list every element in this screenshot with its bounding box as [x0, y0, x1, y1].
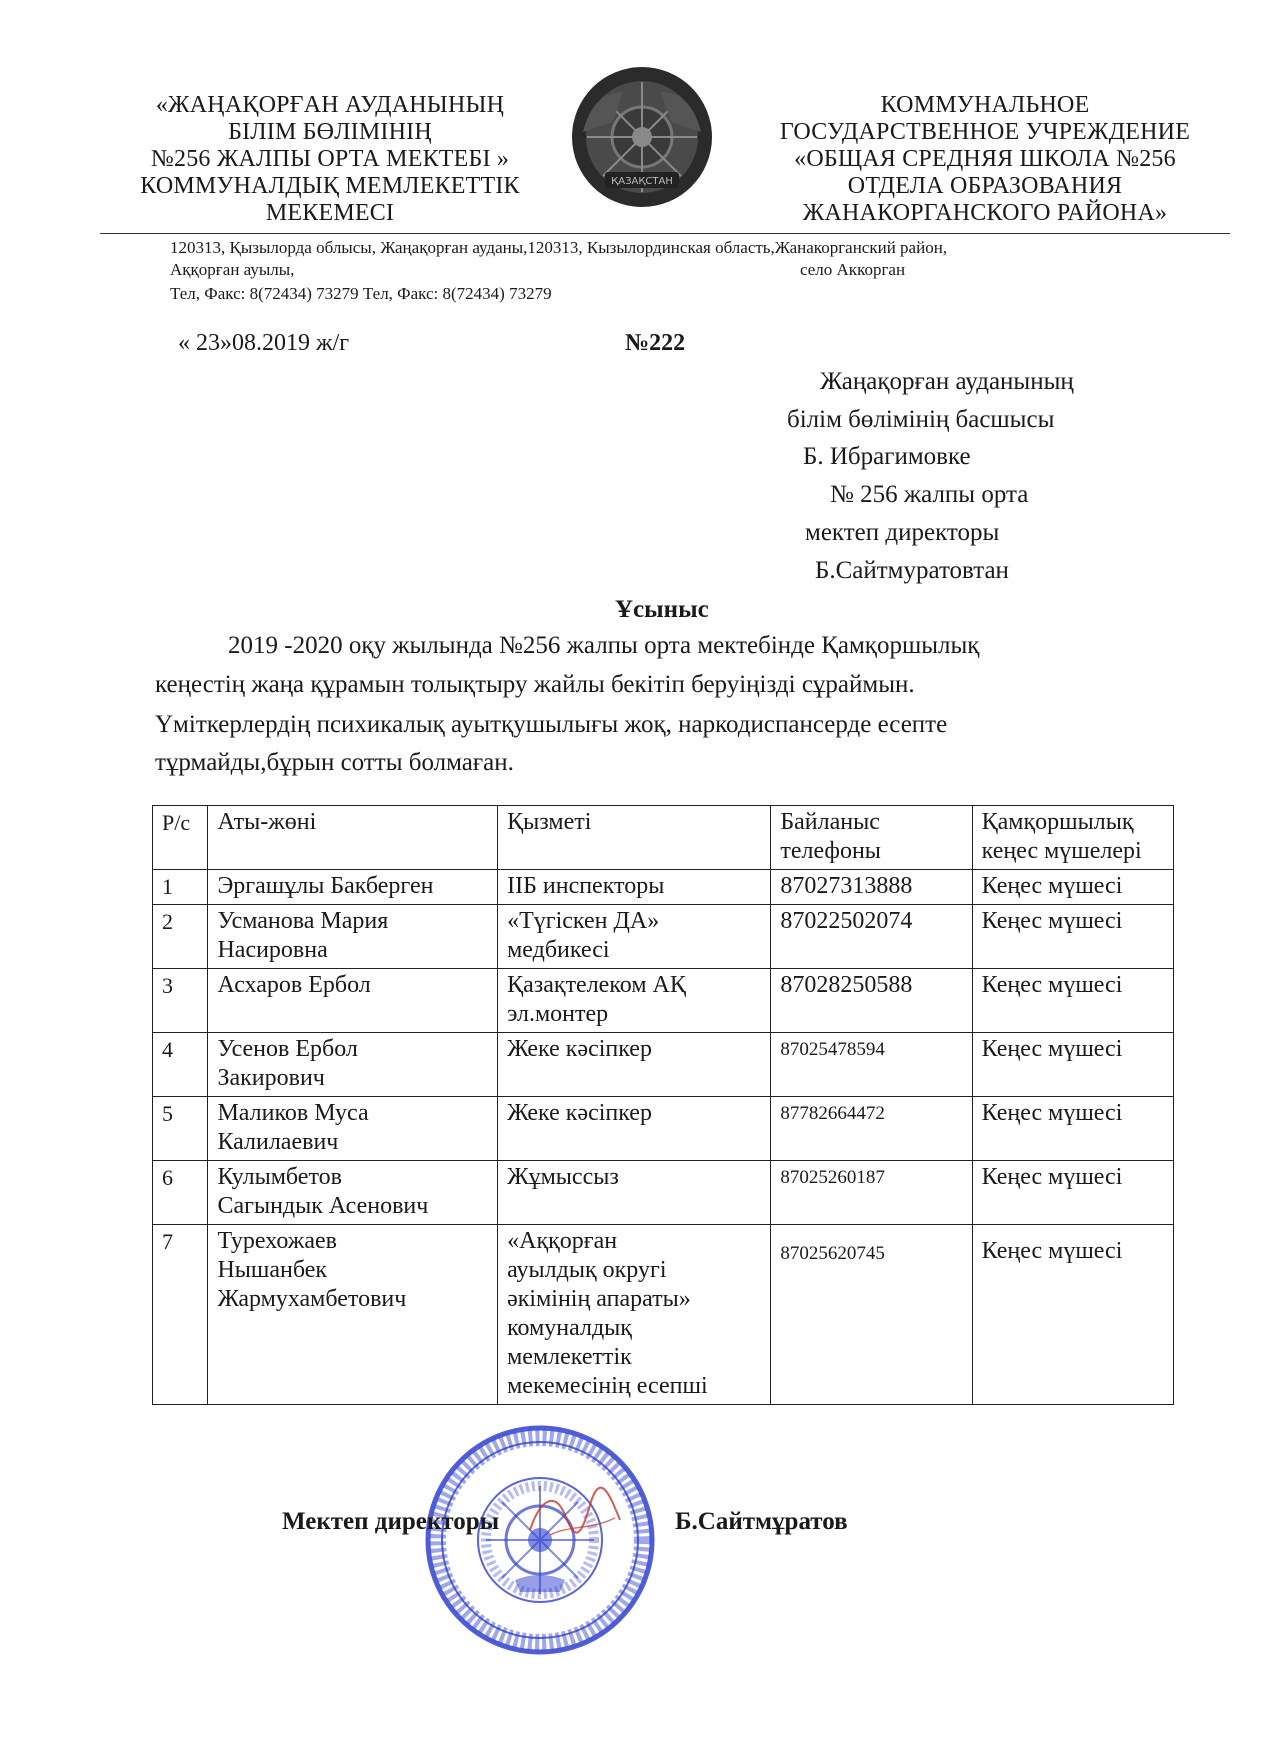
cell-role: Кеңес мүшесі [972, 1161, 1173, 1225]
cell-no: 6 [153, 1161, 208, 1225]
handwritten-signature [520, 1480, 630, 1550]
address-line-1: 120313, Қызылорда облысы, Жаңақорған ауданы,120313, Кызылординская область,Жанакорганский район, [170, 238, 948, 257]
body-line: кеңестің жаңа құрамын толықтыру жайлы бекітіп беруіңізді сұраймын. [155, 671, 915, 698]
header-left-kz [110, 92, 550, 227]
cell-no: 2 [153, 905, 208, 969]
body-line: тұрмайды,бұрын сотты болмаған. [155, 749, 514, 776]
position-line: әкімінің апараты» [507, 1286, 691, 1312]
header-right-line: «ОБЩАЯ СРЕДНЯЯ ШКОЛА №256 [794, 146, 1176, 172]
position-line: «Түгіскен ДА» [507, 908, 660, 934]
cell-name [208, 1161, 498, 1225]
name-line: Сагындык Асенович [217, 1193, 429, 1219]
signature-name: Б.Сайтмұратов [675, 1508, 848, 1535]
name-line: Калилаевич [217, 1129, 339, 1155]
cell-no: 4 [153, 1033, 208, 1097]
cell-role: Кеңес мүшесі [972, 969, 1173, 1033]
table-row [153, 969, 1174, 1033]
cell-phone: 87027313888 [771, 870, 972, 905]
position-line: мемлекеттік [507, 1344, 632, 1370]
name-line: Жармухамбетович [217, 1286, 407, 1312]
cell-phone: 87025620745 [771, 1225, 972, 1405]
table-header-row [153, 806, 1174, 870]
cell-role: Кеңес мүшесі [972, 1097, 1173, 1161]
addressee-line: Б.Сайтмуратовтан [815, 557, 1009, 584]
position-line: комуналдық [507, 1315, 632, 1341]
header-right-line: КОММУНАЛЬНОЕ [880, 92, 1090, 118]
cell-position [498, 969, 771, 1033]
cell-role: Кеңес мүшесі [972, 1225, 1173, 1405]
name-line: Асхаров Ербол [217, 972, 371, 998]
document-date: « 23»08.2019 ж/г [178, 330, 350, 356]
addressee-line: Б. Ибрагимовке [803, 443, 971, 470]
cell-name [208, 969, 498, 1033]
table-row [153, 1161, 1174, 1225]
cell-phone: 87025478594 [771, 1033, 972, 1097]
emblem-icon [563, 62, 721, 212]
cell-no: 5 [153, 1097, 208, 1161]
table-row [153, 1225, 1174, 1405]
position-line: Жеке кәсіпкер [507, 1036, 652, 1062]
cell-position [498, 870, 771, 905]
signature-title: Мектеп директоры [282, 1508, 500, 1535]
cell-no: 1 [153, 870, 208, 905]
name-line: Эргашұлы Бакберген [217, 873, 434, 899]
header-phone-line: Байланыс [780, 809, 880, 835]
cell-role: Кеңес мүшесі [972, 1033, 1173, 1097]
table-row [153, 870, 1174, 905]
name-line: Турехожаев [217, 1228, 337, 1254]
cell-phone: 87022502074 [771, 905, 972, 969]
position-line: медбикесі [507, 937, 610, 963]
cell-position [498, 1033, 771, 1097]
name-line: Усманова Мария [217, 908, 389, 934]
position-line: «Аққорған [507, 1228, 618, 1254]
cell-name [208, 1225, 498, 1405]
addressee-line: Жаңақорған ауданының [820, 368, 1074, 395]
cell-phone: 87028250588 [771, 969, 972, 1033]
address-line-2-right: село Аккорган [800, 260, 906, 279]
position-line: Қазақтелеком АҚ [507, 972, 686, 998]
header-left-line: «ЖАҢАҚОРҒАН АУДАНЫНЫҢ [155, 92, 505, 118]
members-table [152, 805, 1174, 1405]
cell-phone: 87025260187 [771, 1161, 972, 1225]
header-role [972, 806, 1173, 870]
address-line-3: Тел, Факс: 8(72434) 73279 Тел, Факс: 8(72434) 73279 [170, 284, 552, 303]
cell-name [208, 1097, 498, 1161]
cell-position [498, 1161, 771, 1225]
name-line: Усенов Ербол [217, 1036, 358, 1062]
name-line: Насировна [217, 937, 328, 963]
position-line: эл.монтер [507, 1001, 609, 1027]
header-right-line: ГОСУДАРСТВЕННОЕ УЧРЕЖДЕНИЕ [779, 119, 1191, 145]
header-right-line: ЖАНАКОРГАНСКОГО РАЙОНА» [802, 200, 1168, 226]
cell-position [498, 905, 771, 969]
addressee-line: білім бөлімінің басшысы [787, 406, 1055, 433]
body-line: Үміткерлердің психикалық ауытқушылығы жоқ, наркодиспансерде есепте [155, 711, 948, 738]
cell-phone: 87782664472 [771, 1097, 972, 1161]
header-role-line: Қамқоршылық [981, 809, 1134, 835]
header-position: Қызметі [498, 806, 771, 870]
position-line: мекемесінің есепші [507, 1373, 708, 1399]
body-line: 2019 -2020 оқу жылында №256 жалпы орта мектебінде Қамқоршылық [228, 632, 980, 659]
header-left-line: МЕКЕМЕСІ [265, 200, 395, 226]
header-divider [100, 233, 1230, 234]
header-right-ru [750, 92, 1220, 227]
position-line: ІІБ инспекторы [507, 873, 665, 899]
cell-no: 7 [153, 1225, 208, 1405]
cell-name [208, 905, 498, 969]
cell-role: Кеңес мүшесі [972, 870, 1173, 905]
name-line: Маликов Муса [217, 1100, 369, 1126]
name-line: Нышанбек [217, 1257, 328, 1283]
document-number: №222 [625, 330, 686, 356]
name-line: Закирович [217, 1065, 325, 1091]
position-line: Жеке кәсіпкер [507, 1100, 652, 1126]
addressee-line: № 256 жалпы орта [830, 481, 1029, 508]
table-row [153, 905, 1174, 969]
position-line: ауылдық округі [507, 1257, 667, 1283]
addressee-line: мектеп директоры [805, 519, 1000, 546]
position-line: Жұмыссыз [507, 1164, 619, 1190]
header-no: Р/с [153, 806, 208, 870]
cell-no: 3 [153, 969, 208, 1033]
signature-icon [520, 1480, 630, 1550]
cell-position [498, 1097, 771, 1161]
document-title: Ұсыныс [615, 596, 709, 623]
header-left-line: №256 ЖАЛПЫ ОРТА МЕКТЕБІ » [150, 146, 510, 172]
emblem-text: ҚАЗАҚСТАН [611, 176, 673, 187]
address-line-2-left: Аққорған ауылы, [170, 260, 295, 279]
header-left-line: КОММУНАЛДЫҚ МЕМЛЕКЕТТІК [140, 173, 520, 199]
header-role-line: кеңес мүшелері [981, 838, 1142, 864]
cell-name [208, 870, 498, 905]
name-line: Кулымбетов [217, 1164, 342, 1190]
header-name: Аты-жөні [208, 806, 498, 870]
state-emblem [563, 62, 721, 212]
cell-role: Кеңес мүшесі [972, 905, 1173, 969]
header-right-line: ОТДЕЛА ОБРАЗОВАНИЯ [847, 173, 1123, 199]
header-left-line: БІЛІМ БӨЛІМІНІҢ [228, 119, 432, 145]
cell-name [208, 1033, 498, 1097]
header-phone [771, 806, 972, 870]
header-phone-line: телефоны [780, 838, 881, 864]
table-row [153, 1097, 1174, 1161]
cell-position [498, 1225, 771, 1405]
table-row [153, 1033, 1174, 1097]
